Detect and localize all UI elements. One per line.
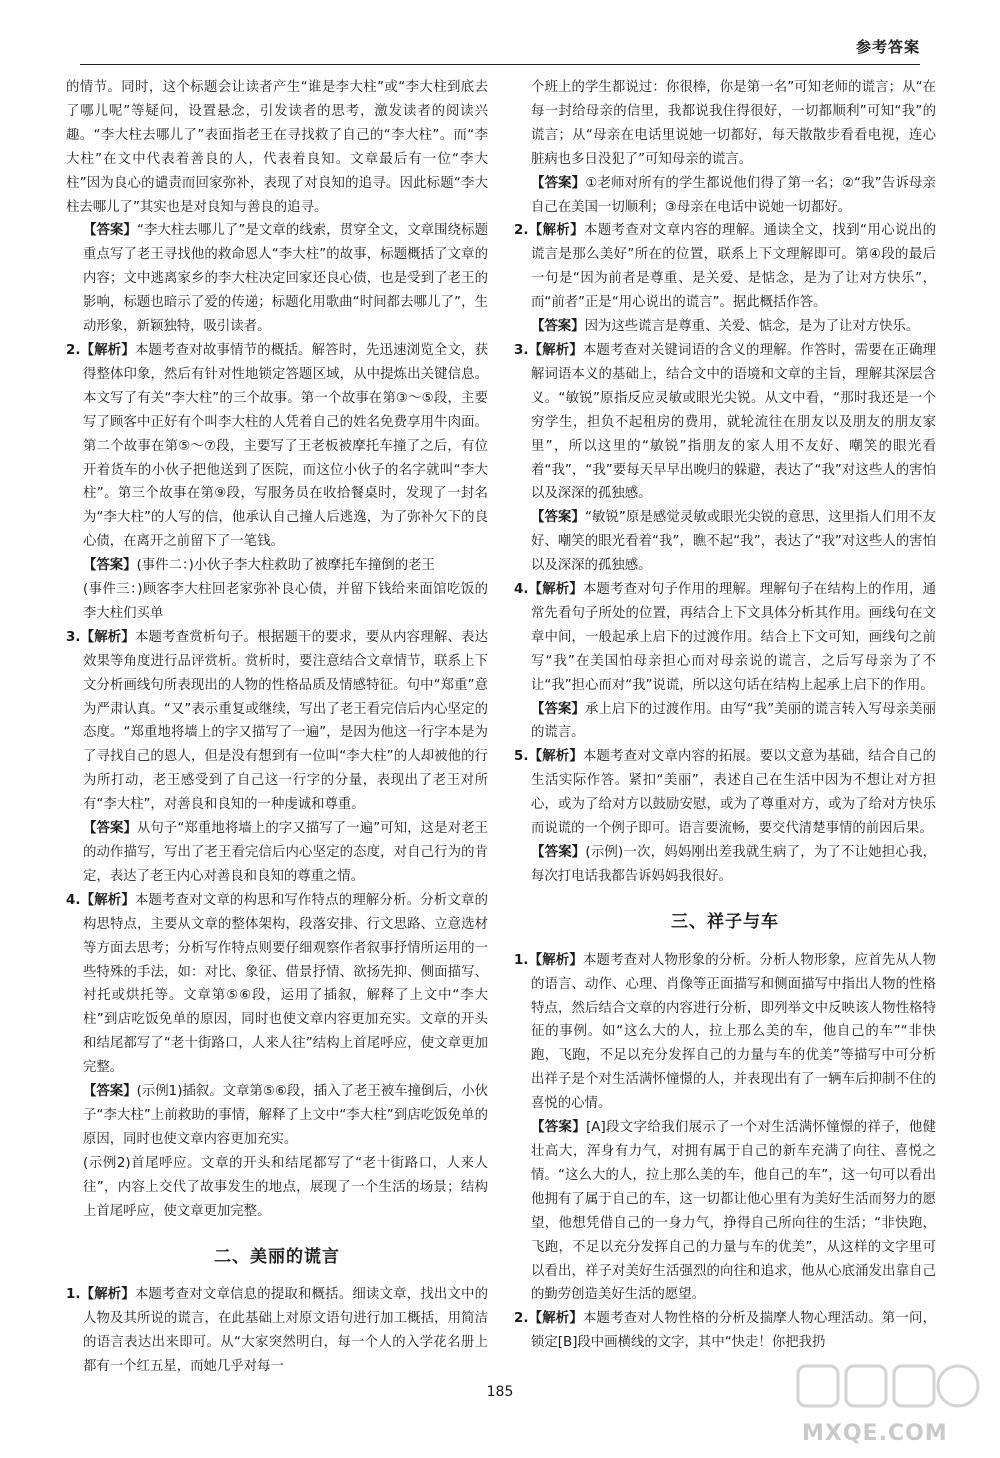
body-text: 本题考查对文章信息的提取和概括。细读文章，找出文中的人物及其所说的谎言，在此基础上对原文语句进行加工概括，用简洁的语言表达出来即可。从“大家突然明白，每一个人的入学花名册上都有一个红五星，而她几乎对每一 [83, 1287, 489, 1375]
label-tag: 【答案】 [531, 701, 585, 717]
label-tag: 【解析】 [528, 582, 583, 598]
label-tag: 【解析】 [528, 223, 585, 239]
paragraph [66, 1152, 488, 1224]
body-text: ①老师对所有的学生都说他们得了第一名；②“我”告诉母亲自己在美国一切顺利；③母亲在电话中说她一切都好。 [531, 175, 936, 215]
section-title: 二、美丽的谎言 [214, 1246, 340, 1267]
label-tag: 【解析】 [528, 1311, 583, 1327]
label-tag: 【解析】 [528, 952, 583, 968]
body-text: 的情节。同时，这个标题会让读者产生“谁是李大柱”或“李大柱到底去了哪儿呢”等疑问，设置悬念，引发读者的思考，激发读者的阅读兴趣。“李大柱去哪儿了”表面指老王在寻找救了自己的“李大柱”。而“李大柱”在文中代表着善良的人，代表着良知。文章最后有一位“李大柱”因为良心的谴责而回家弥补，表现了对良知的追寻。因此标题“李大柱去哪儿了”其实也是对良知与善良的追寻。 [66, 80, 488, 215]
body-text: 从句子“郑重地将墙上的字又描写了一遍”可知，这是对老王的动作描写，写出了老王看完信后内心坚定的态度，对自己行为的肯定，表达了老王内心对善良和良知的尊重之情。 [83, 821, 488, 884]
question-number: 4. [514, 582, 529, 598]
body-text: “李大柱去哪儿了”是文章的线索，贯穿全文，文章围绕标题重点写了老王寻找他的救命恩人“李大柱”的故事，标题概括了文章的内容；文中逃离家乡的李大柱决定回家还良心债，也是受到了老王的影响，标题也暗示了爱的传递；标题化用歌曲“时间都去哪儿了”，生动形象，新颖独特，吸引读者。 [83, 223, 488, 335]
label-tag: 【答案】 [531, 175, 586, 191]
answer-block [514, 698, 936, 746]
answer-block [514, 506, 936, 578]
paragraph [66, 76, 488, 219]
question-item [514, 578, 936, 698]
question-number: 5. [514, 749, 529, 765]
question-item [514, 949, 936, 1116]
label-tag: 【解析】 [528, 749, 583, 765]
body-text: 个班上的学生都说过：你很棒，你是第一名”可知老师的谎言；从“在每一封给母亲的信里，我都说我住得很好，一切都顺利”可知“我”的谎言；从“母亲在电话里说她一切都好，每天散散步看看电视，连心脏病也多日没犯了”可知母亲的谎言。 [531, 80, 936, 167]
label-tag: 【解析】 [80, 892, 135, 908]
body-text: (事件三：)顾客李大柱回老家弥补良心债，并留下钱给来面馆吃饭的李大柱们买单 [83, 582, 488, 621]
right-column [514, 76, 936, 1355]
body-text: (示例2)首尾呼应。文章的开头和结尾都写了“老十街路口，人来人往”，内容上交代了故事发生的地点，展现了一个生活的场景；结构上首尾呼应，使文章更加完整。 [83, 1155, 488, 1219]
label-tag: 【答案】 [83, 1084, 137, 1100]
question-number: 1. [514, 952, 529, 968]
label-tag: 【解析】 [528, 342, 583, 358]
label-tag: 【解析】 [80, 1287, 135, 1303]
question-number: 2. [514, 1311, 529, 1327]
body-text: (事件二：)小伙子李大柱救助了被摩托车撞倒的老王 [136, 558, 435, 574]
label-tag: 【解析】 [80, 342, 135, 358]
body-text: “敏锐”原是感觉灵敏或眼光尖锐的意思，这里指人们用不友好、嘲笑的眼光看着“我”，瞧不起“我”，表达了“我”对这些人的害怕以及深深的孤独感。 [531, 510, 936, 574]
label-tag: 【答案】 [531, 319, 585, 335]
label-tag: 【答案】 [83, 558, 137, 574]
question-item [514, 745, 936, 841]
answer-block [514, 1116, 936, 1307]
question-number: 1. [66, 1287, 81, 1303]
body-text: 本题考查对人物性格的分析及揣摩人物心理活动。第一问，锁定[B]段中画横线的文字，其中“快走！你把我扔 [531, 1311, 937, 1351]
header-rule [80, 64, 920, 65]
body-text: 本题考查对文章内容的理解。通读全文，找到“用心说出的谎言是那么美好”所在的位置，联系上下文理解即可。第④段的最后一句是“因为前者是尊重、是关爱、是惦念，是为了让对方快乐”，而“前者”正是“用心说出的谎言”。据此概括作答。 [531, 223, 937, 311]
question-item [66, 1283, 488, 1379]
page-header: 参考答案 [855, 38, 920, 56]
question-number: 2. [66, 342, 81, 358]
section-title: 三、祥子与车 [671, 911, 779, 932]
paragraph [514, 76, 936, 172]
label-tag: 【解析】 [80, 629, 135, 645]
answer-block [514, 172, 936, 220]
body-text: 本题考查对故事情节的概括。解答时，先迅速浏览全文，获得整体印象，然后有针对性地锁定答题区域，从中提炼出关键信息。本文写了有关“李大柱”的三个故事。第一个故事在第③～⑤段，主要写了顾客中正好有个叫李大柱的人凭着自己的姓名免费享用牛肉面。第二个故事在第⑤～⑦段，主要写了王老板被摩托车撞了之后，有位开着货车的小伙子把他送到了医院，而这位小伙子的名字就叫“李大柱”。第三个故事在第⑨段，写服务员在收拾餐桌时，发现了一封名为“李大柱”的人写的信，他承认自己撞人后逃逸，为了弥补欠下的良心债，在离开之前留下了一笔钱。 [83, 342, 489, 550]
label-tag: 【答案】 [83, 821, 137, 837]
answer-block [66, 817, 488, 889]
body-text: 承上启下的过渡作用。由写“我”美丽的谎言转入写母亲美丽的谎言。 [531, 701, 936, 741]
question-item [514, 219, 936, 315]
label-tag: 【答案】 [531, 845, 586, 860]
question-number: 2. [514, 223, 529, 239]
answer-block [66, 1080, 488, 1152]
watermark-logo [788, 1362, 988, 1448]
body-text: (示例1)插叙。文章第⑤⑥段，插入了老王被车撞倒后，小伙子“李大柱”上前救助的事情，解释了上文中“李大柱”到店吃饭免单的原因，同时也使文章内容更加充实。 [83, 1084, 488, 1147]
body-text: (示例)一次，妈妈刚出差我就生病了，为了不让她担心我，每次打电话我都告诉妈妈我很好。 [531, 845, 937, 884]
answer-block [514, 841, 936, 889]
question-item [66, 339, 488, 554]
body-text: 本题考查对句子作用的理解。理解句子在结构上的作用，通常先看句子所处的位置，再结合上下文具体分析其作用。画线句在文章中间，一般起承上启下的过渡作用。结合上下文可知，画线句之前写“我”在美国怕母亲担心而对母亲说的谎言，之后写母亲为了不让“我”担心而对“我”说谎，所以这句话在结构上起承上启下的作用。 [531, 582, 937, 693]
paragraph [66, 578, 488, 626]
body-text: 本题考查对文章内容的拓展。要以文意为基础，结合自己的生活实际作答。紧扣“美丽”，表述自己在生活中因为不想让对方担心，或为了给对方以鼓励安慰，或为了尊重对方，或为了给对方快乐而说谎的一个例子即可。语言要流畅，要交代清楚事情的前因后果。 [531, 749, 937, 837]
label-tag: 【答案】 [531, 510, 585, 526]
question-item [514, 339, 936, 506]
left-column [66, 76, 488, 1379]
body-text: 本题考查对关键词语的含义的理解。作答时，需要在正确理解词语本义的基础上，结合文中的语境和文章的主旨，理解其深层含义。“敏锐”原指反应灵敏或眼光尖锐。从文中看，“那时我还是一个穷学生，担负不起租房的费用，就轮流往在朋友以及朋友的朋友家里”，所以这里的“敏锐”指朋友的家人用不友好、嘲笑的眼光看着“我”，“我”要每天早早出晚归的躲避，表达了“我”对这些人的害怕以及深深的孤独感。 [531, 342, 937, 502]
label-tag: 【答案】 [531, 1120, 587, 1136]
page-number: 185 [486, 1384, 514, 1400]
question-number: 3. [66, 629, 81, 645]
label-tag: 【答案】 [83, 223, 137, 239]
body-text: 本题考查对人物形象的分析。分析人物形象，应首先从人物的语言、动作、心理、肖像等正面描写和侧面描写中指出人物的性格特点，然后结合文章的内容进行分析，即列举文中反映该人物性格特征的事例。如“这么大的人，拉上那么美的车，他自己的车”“非快跑，飞跑，不足以充分发挥自己的力量与车的优美”等描写中可分析出祥子是个对生活满怀憧憬的人，并表现出有了一辆车后抑制不住的喜悦的心情。 [531, 952, 937, 1112]
question-number: 3. [514, 342, 529, 358]
body-text: 本题考查赏析句子。根据题干的要求，要从内容理解、表达效果等角度进行品评赏析。赏析时，要注意结合文章情节，联系上下文分析画线句所表现出的人物的性格品质及情感特征。句中“郑重”意为严肃认真。“又”表示重复或继续，写出了老王看完信后内心坚定的态度。“郑重地将墙上的字又描写了一遍”，是因为他这一行字本是为了寻找自己的恩人，但是没有想到有一位叫“李大柱”的人却被他的行为所打动，老王感受到了自己这一行字的分量，表现出了老王对所有“李大柱”，对善良和良知的一种虔诚和尊重。 [83, 629, 489, 813]
answer-block [514, 315, 936, 339]
question-item [66, 889, 488, 1080]
question-item [66, 626, 488, 817]
answer-block [66, 554, 488, 578]
question-number: 4. [66, 892, 81, 908]
answer-block [66, 219, 488, 339]
body-text: 因为这些谎言是尊重、关爱、惦念，是为了让对方快乐。 [584, 319, 920, 335]
body-text: 本题考查对文章的构思和写作特点的理解分析。分析文章的构思特点，主要从文章的整体架构，段落安排、行文思路、立意选材等方面去思考；分析写作特点则要仔细观察作者叙事抒情所运用的一些特殊的手法，如：对比、象征、借景抒情、欲扬先抑、侧面描写、衬托或烘托等。文章第⑤⑥段，运用了插叙，解释了上文中“李大柱”到店吃饭免单的原因，同时也使文章内容更加充实。文章的开头和结尾都写了“老十街路口，人来人往”结构上首尾呼应，使文章更加完整。 [83, 892, 489, 1076]
watermark-text: MXQE.COM [802, 1421, 948, 1446]
question-item [514, 1307, 936, 1355]
body-text: [A]段文字给我们展示了一个对生活满怀憧憬的祥子，他健壮高大，浑身有力气，对拥有属于自己的新车充满了向往、喜悦之情。“这么大的人，拉上那么美的车，他自己的车”，这一句可以看出他拥有了属于自己的车，这一切都让他心里有为美好生活而努力的愿望，他想凭借自己的一身力气，挣得自己所向往的生活；“非快跑，飞跑，不足以充分发挥自己的力量与车的优美”，从这样的文字里可以看出，祥子对美好生活强烈的向往和追求，他从心底涌发出靠自己的勤劳创造美好生活的愿望。 [531, 1120, 937, 1303]
